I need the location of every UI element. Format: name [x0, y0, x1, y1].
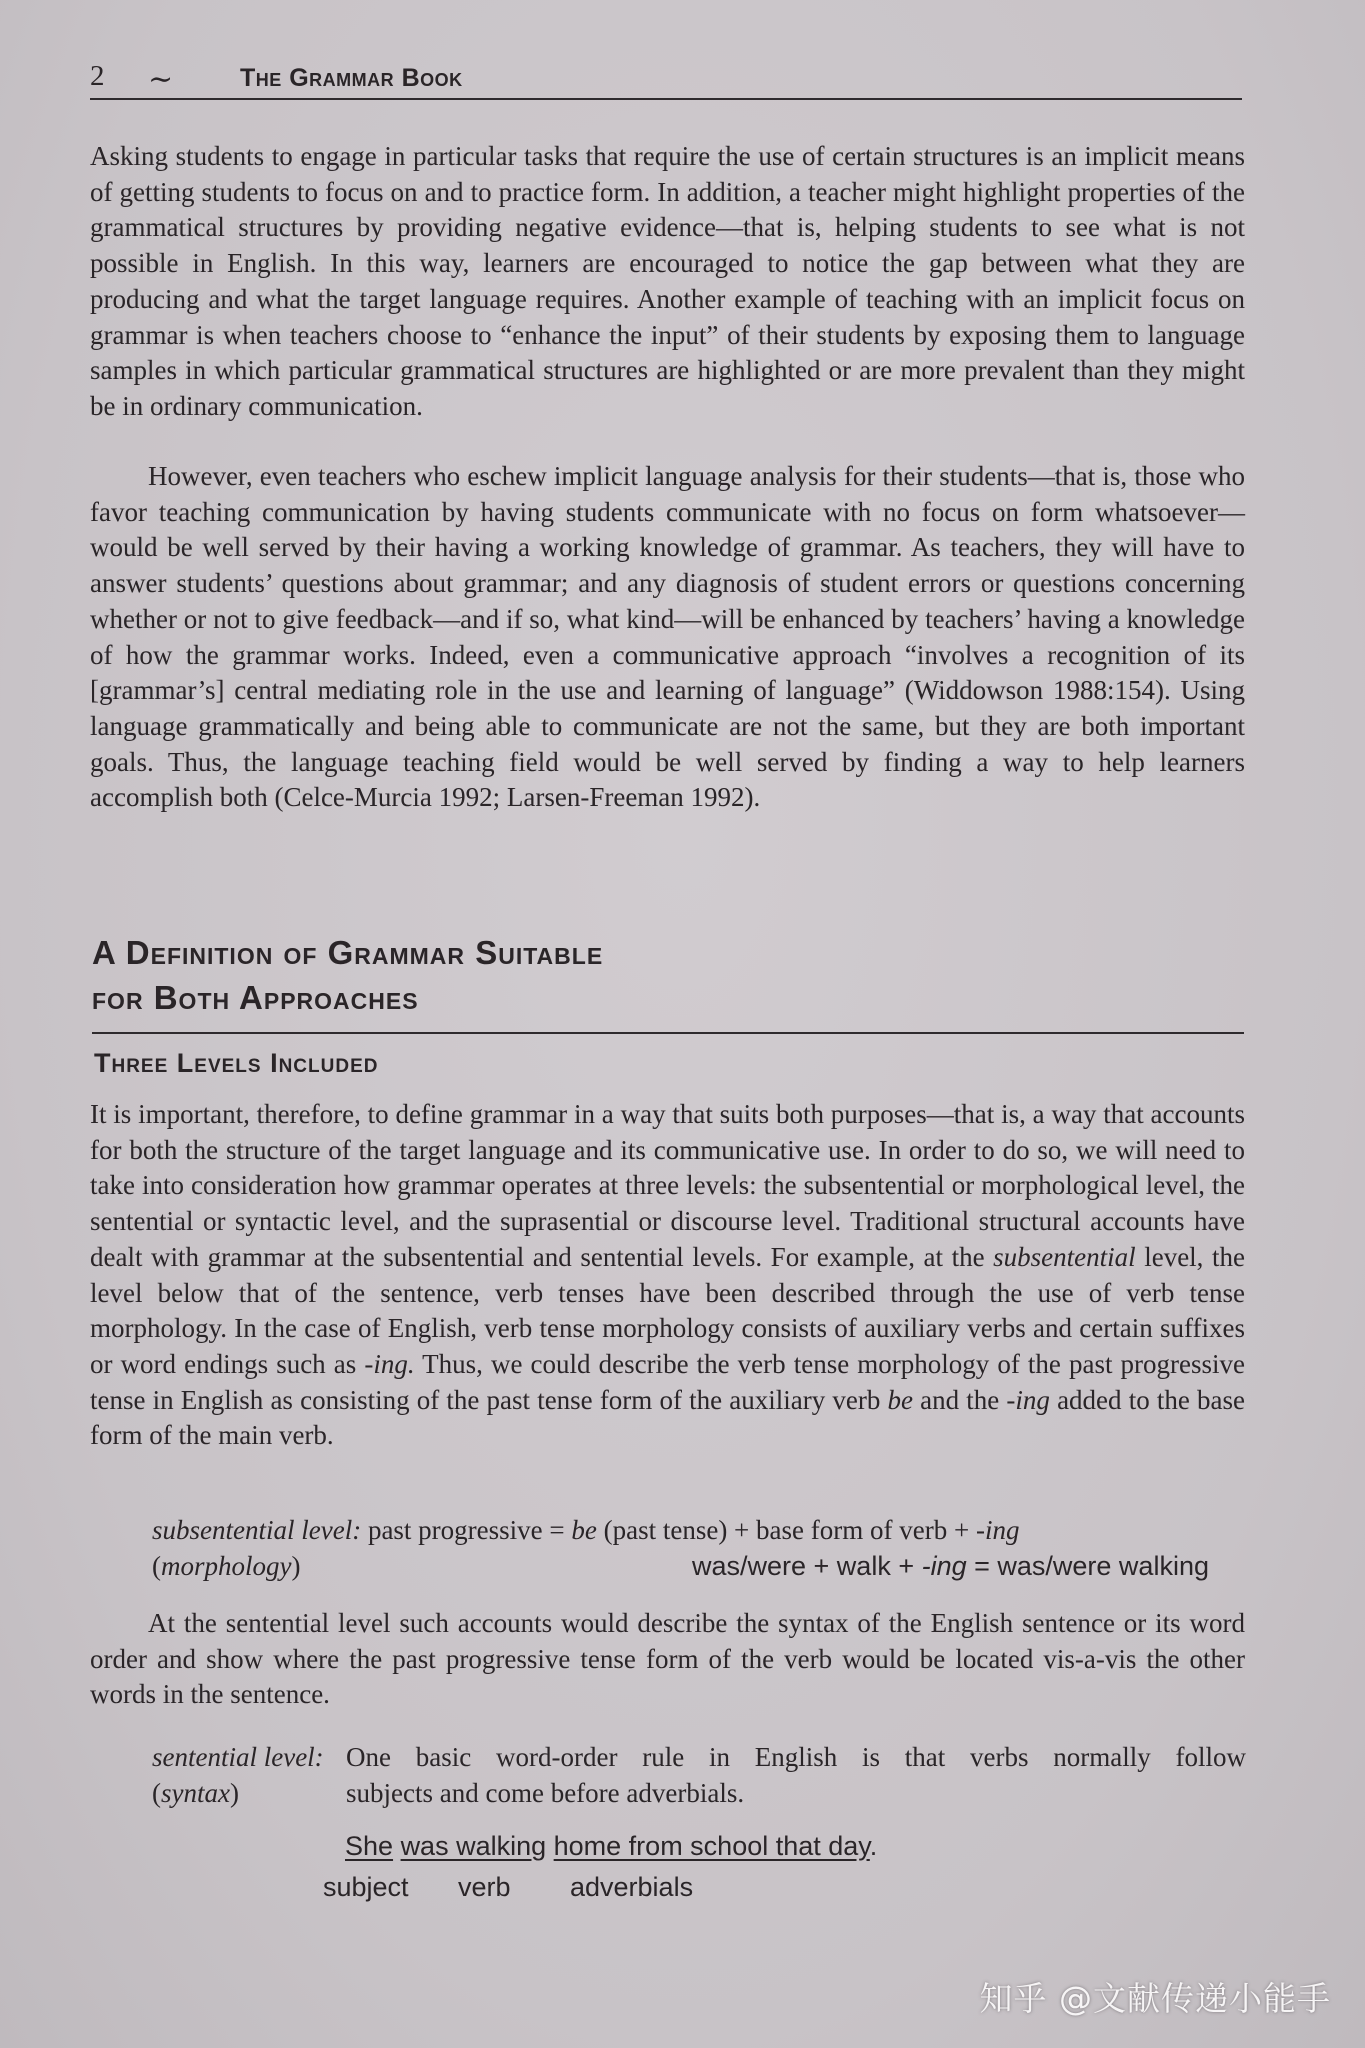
tag-verb: verb [458, 1872, 511, 1902]
paragraph-2: However, even teachers who eschew implicit language analysis for their students—that is, those who favor teaching communication by having students communicate with no focus on form whatsoever—would be well served by their having a working knowledge of grammar. As teachers, they will have to answer students’ questions about grammar; and any diagnosis of student errors or questions concerning whether or not to give feedback—and if so, what kind—will be enhanced by teachers’ having a knowledge of how the grammar works. Indeed, even a communicative approach “involves a recognition of its [grammar’s] central mediating role in the use and learning of language” (Widdowson 1988:154). Using language grammatically and being able to communicate are not the same, but they are both important goals. Thus, the language teaching field would be well served by finding a way to help learners accomplish both (Celce-Murcia 1992; Larsen-Freeman 1992). [90, 461, 1245, 813]
example1-ing: -ing [975, 1515, 1020, 1545]
word-be: be [887, 1384, 913, 1415]
example2-label [152, 1739, 324, 1775]
example1-formula [692, 1548, 1209, 1584]
section-heading [92, 930, 1244, 1034]
section-heading-line2: for Both Approaches [92, 979, 419, 1016]
example1-be: be [571, 1515, 597, 1545]
sentence-subject: She [345, 1831, 394, 1861]
example1-formula-b: = was/were walking [966, 1551, 1209, 1581]
suffix-ing-2: -ing [1006, 1384, 1050, 1415]
example2-label2 [152, 1775, 239, 1811]
p3-text-a: It is important, therefore, to define grammar in a way that suits both purposes—that is, a way that accounts for both the structure of the target language and its communicative use. In order to do so, we will need to take into consideration how grammar operates at three levels: the subsentential or morphological level, the sentential or syntactic level, and the suprasential or discourse level. Traditional structural accounts have dealt with grammar at the subsentential and sentential levels. For example, at the [90, 1099, 1245, 1272]
example1-paren-close: ) [291, 1551, 301, 1581]
paragraph-3 [90, 1097, 1245, 1454]
example2-rule-line2: subjects and come before adverbials. [346, 1778, 745, 1808]
ornament-swash-icon: ∼ [148, 63, 174, 96]
watermark: 知乎 @文献传递小能手 [979, 1979, 1331, 2018]
p3-text-d: and the [912, 1384, 1007, 1415]
page-number: 2 [90, 60, 105, 92]
suffix-ing: -ing. [364, 1348, 415, 1379]
example1-formula-a: was/were + walk + [692, 1551, 922, 1581]
sentence-adverbials: home from school that day [553, 1831, 870, 1861]
example2-paren-open: ( [152, 1778, 161, 1808]
sentence-verb: was walking [400, 1831, 547, 1861]
example1-eq-a: past progressive = [361, 1515, 572, 1545]
example2-sentence [345, 1828, 877, 1864]
tag-subject: subject [323, 1872, 409, 1902]
running-title: The Grammar Book [240, 64, 463, 92]
p3-text-c: Thus, we could describe the verb tense morphology of the past progressive tense in English as consisting of the past tense form of the auxiliary verb [90, 1348, 1245, 1415]
example1-label-morphology: morphology [161, 1551, 292, 1581]
p3-text-b: level, the level below that of the sentence, verb tenses have been described through the use of verb tense morphology. In the case of English, verb tense morphology consists of auxiliary verbs and certain suffixes or word endings such as [90, 1241, 1245, 1379]
example2-rule-line1: One basic word-order rule in English is that verbs normally follow [346, 1742, 1246, 1772]
example1-line1 [152, 1512, 1019, 1548]
example1-paren-open: ( [152, 1551, 161, 1581]
term-subsentential: subsentential [993, 1241, 1136, 1272]
sentence-period: . [869, 1831, 878, 1861]
example1-eq-b: (past tense) + base form of verb + [596, 1515, 976, 1545]
subheading: Three Levels Included [94, 1048, 379, 1078]
example2-label-syntax: syntax [161, 1778, 230, 1808]
paragraph-4: At the sentential level such accounts would describe the syntax of the English sentence or its word order and show where the past progressive tense form of the verb would be located vis-a-vis the other words in the sentence. [90, 1608, 1245, 1710]
example1-label: subsentential level: [152, 1515, 362, 1545]
example1-formula-ing: -ing [921, 1551, 967, 1581]
example1-line2-label [152, 1548, 301, 1584]
tag-adverbials: adverbials [570, 1872, 694, 1902]
p3-text-e: added to the base form of the main verb. [90, 1384, 1245, 1451]
paragraph-1: Asking students to engage in particular tasks that require the use of certain structures is an implicit means of getting students to focus on and to practice form. In addition, a teacher might highlight properties of the grammatical structures by providing negative evidence—that is, helping students to see what is not possible in English. In this way, learners are encouraged to notice the gap between what they are producing and what the target language requires. Another example of teaching with an implicit focus on grammar is when teachers choose to “enhance the input” of their students by exposing them to language samples in which particular grammatical structures are highlighted or are more prevalent than they might be in ordinary communication. [90, 141, 1245, 421]
section-heading-line1: A Definition of Grammar Suitable [92, 934, 604, 971]
running-header [90, 60, 1242, 100]
example2-paren-close: ) [229, 1778, 239, 1808]
example2-label-text: sentential level: [152, 1742, 324, 1772]
